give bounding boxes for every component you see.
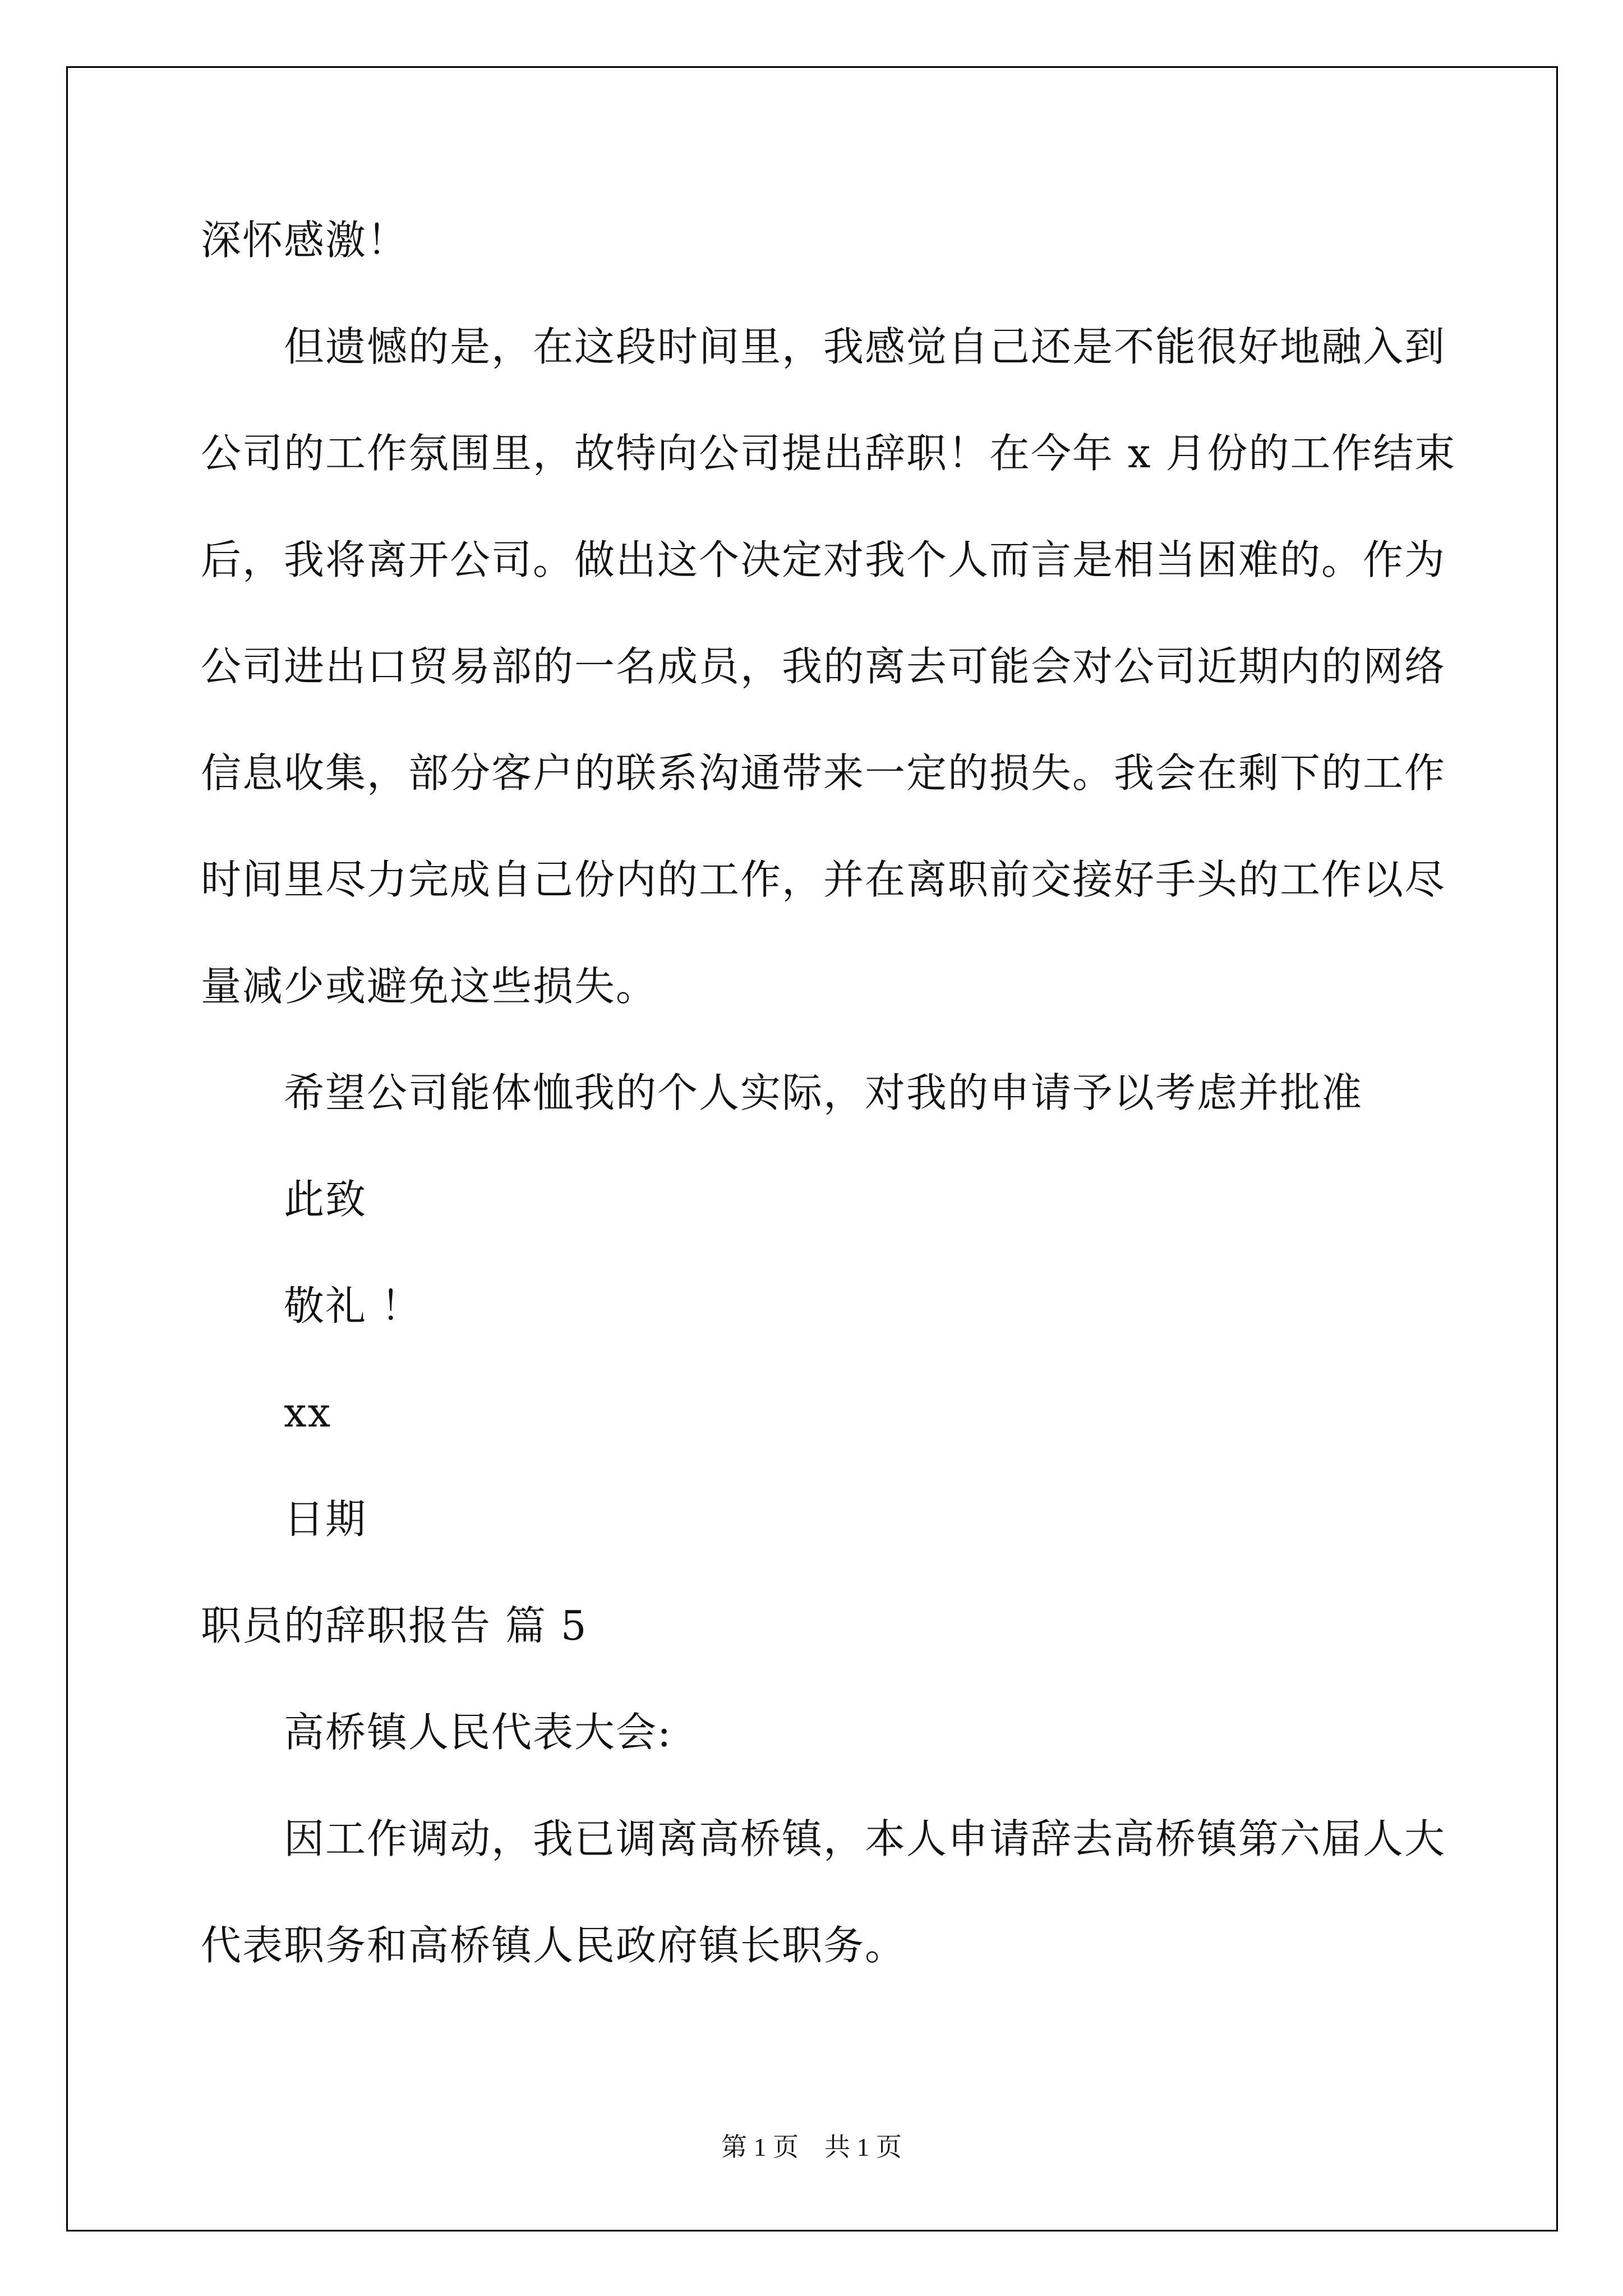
- signature-line: xx: [284, 1389, 332, 1436]
- paragraph-line: 但遗憾的是，在这段时间里，我感觉自己还是不能很好地融入到: [284, 323, 1446, 370]
- paragraph-line: 深怀感激！: [201, 217, 409, 264]
- section-heading: 职员的辞职报告 篇 5: [201, 1602, 588, 1649]
- paragraph-line: 公司的工作氛围里，故特向公司提出辞职！在今年 x 月份的工作结束: [201, 430, 1456, 477]
- paragraph-line: 后，我将离开公司。做出这个决定对我个人而言是相当困难的。作为: [201, 536, 1446, 583]
- closing-line: 敬礼 ！: [284, 1282, 422, 1329]
- salutation-line: 高桥镇人民代表大会:: [284, 1709, 672, 1756]
- paragraph-line: 因工作调动，我已调离高桥镇，本人申请辞去高桥镇第六届人大: [284, 1815, 1446, 1862]
- paragraph-line: 量减少或避免这些损失。: [201, 963, 658, 1010]
- page-border: [66, 66, 1558, 2231]
- page-total: 共 1 页: [824, 2133, 902, 2161]
- paragraph-line: 时间里尽力完成自己份内的工作，并在离职前交接好手头的工作以尽: [201, 856, 1446, 903]
- paragraph-line: 希望公司能体恤我的个人实际，对我的申请予以考虑并批准: [284, 1069, 1363, 1116]
- date-line: 日期: [284, 1496, 367, 1543]
- paragraph-line: 公司进出口贸易部的一名成员，我的离去可能会对公司近期内的网络: [201, 643, 1446, 690]
- paragraph-line: 代表职务和高桥镇人民政府镇长职务。: [201, 1922, 907, 1969]
- page-footer: [0, 2134, 1623, 2160]
- closing-line: 此致: [284, 1176, 367, 1223]
- page-number: 第 1 页: [721, 2133, 799, 2161]
- paragraph-line: 信息收集，部分客户的联系沟通带来一定的损失。我会在剩下的工作: [201, 749, 1446, 797]
